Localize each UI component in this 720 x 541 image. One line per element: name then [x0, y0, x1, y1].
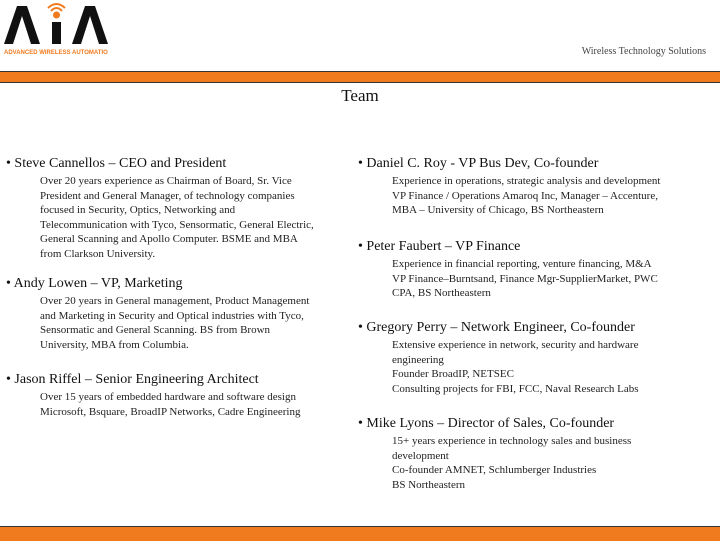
- bottom-divider-bar: [0, 526, 720, 541]
- member-name: • Mike Lyons – Director of Sales, Co-founder: [358, 416, 615, 431]
- team-member-steve: [6, 156, 314, 261]
- member-detail: Extensive experience in network, security and hardware engineering Founder BroadIP, NETSEC Consulting projects for FBI, FCC, Naval Research Labs: [392, 339, 639, 395]
- team-member-peter: [358, 239, 658, 301]
- member-name: • Gregory Perry – Network Engineer, Co-founder: [358, 320, 635, 335]
- team-member-gregory: [358, 320, 639, 396]
- page-title: Team: [341, 86, 379, 105]
- team-member-mike: [358, 416, 631, 492]
- member-name: • Peter Faubert – VP Finance: [358, 239, 521, 254]
- tagline: Wireless Technology Solutions: [581, 46, 706, 57]
- member-detail: Experience in financial reporting, venture financing, M&A VP Finance–Burntsand, Finance Mgr-SupplierMarket, PWC CPA, BS Northeastern: [392, 258, 658, 299]
- member-name: • Andy Lowen – VP, Marketing: [6, 276, 183, 291]
- member-name: • Daniel C. Roy - VP Bus Dev, Co-founder: [358, 156, 599, 171]
- team-member-daniel: [358, 156, 661, 218]
- aia-logo-graphic: [4, 2, 108, 56]
- member-detail: Over 20 years experience as Chairman of Board, Sr. Vice President and General Manager, of technology companies focused in Security, Optics, Networking and Telecommunication with Tyco, Sensormatic, General Electric, General Scanning and Apollo Computer. BSME and MBA from Clarkson University.: [40, 175, 314, 260]
- top-divider-bar: [0, 71, 720, 83]
- logo-subtitle: ADVANCED WIRELESS AUTOMATION: [4, 50, 108, 56]
- member-detail: Over 15 years of embedded hardware and software design Microsoft, Bsquare, BroadIP Networks, Cadre Engineering: [40, 391, 301, 418]
- member-detail: 15+ years experience in technology sales and business development Co-founder AMNET, Schlumberger Industries BS Northeastern: [392, 435, 632, 491]
- member-name: • Steve Cannellos – CEO and President: [6, 156, 227, 171]
- member-name: • Jason Riffel – Senior Engineering Architect: [6, 372, 259, 387]
- company-logo: [4, 2, 108, 56]
- member-detail: Experience in operations, strategic analysis and development VP Finance / Operations Amaroq Inc, Manager – Accenture, MBA – University of Chicago, BS Northeastern: [392, 175, 661, 216]
- member-detail: Over 20 years in General management, Product Management and Marketing in Security and Optical industries with Tyco, Sensormatic and General Scanning. BS from Brown University, MBA from Columbia.: [40, 295, 310, 351]
- team-member-andy: [6, 276, 309, 352]
- team-member-jason: [6, 372, 300, 419]
